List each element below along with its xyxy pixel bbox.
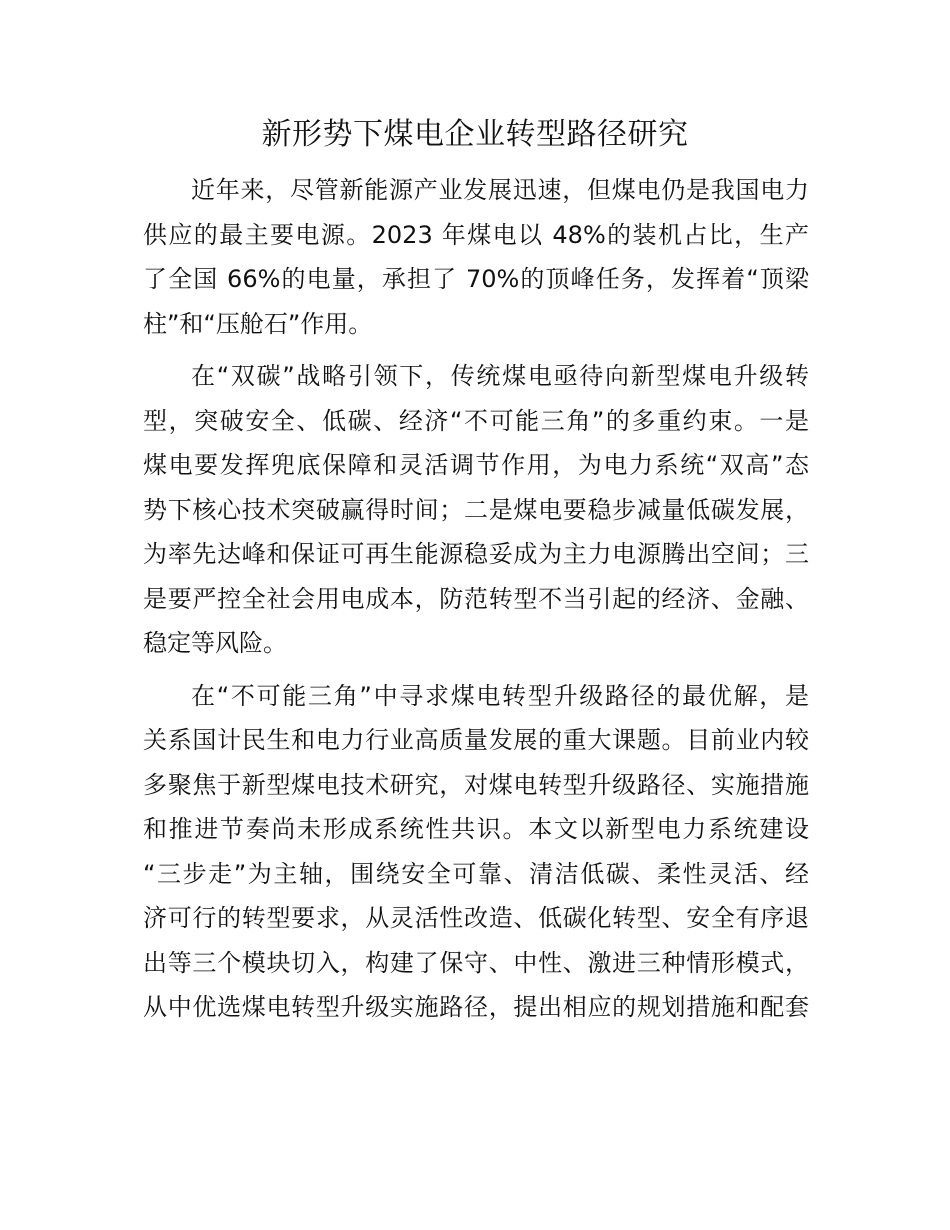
text-line: 型，突破安全、低碳、经济“不可能三角”的多重约束。一是 (143, 406, 809, 435)
text-line: 从中优选煤电转型升级实施路径，提出相应的规划措施和配套 (143, 993, 809, 1021)
paragraph-2 (143, 354, 809, 666)
text-line: 济可行的转型要求，从灵活性改造、低碳化转型、安全有序退 (143, 904, 809, 932)
text-line: 柱”和“压舱石”作用。 (143, 309, 373, 338)
text-line: 是要严控全社会用电成本，防范转型不当引起的经济、金融、 (143, 584, 809, 613)
text-line: 在“不可能三角”中寻求煤电转型升级路径的最优解，是 (191, 681, 809, 710)
text-line: 在“双碳”战略引领下，传统煤电亟待向新型煤电升级转 (191, 362, 809, 390)
text-line: 了全国 66%的电量，承担了 70%的顶峰任务，发挥着“顶梁 (143, 265, 809, 293)
text-line: “三步走”为主轴，围绕安全可靠、清洁低碳、柔性灵活、经 (143, 859, 809, 888)
paragraph-1 (143, 168, 809, 346)
paragraph-3 (143, 674, 809, 1030)
text-line: 供应的最主要电源。2023 年煤电以 48%的装机占比，生产 (143, 220, 809, 249)
text-line: 煤电要发挥兜底保障和灵活调节作用，为电力系统“双高”态 (143, 451, 809, 479)
document-title: 新形势下煤电企业转型路径研究 (261, 117, 689, 152)
document-body (143, 168, 809, 1038)
text-line: 势下核心技术突破赢得时间；二是煤电要稳步减量低碳发展， (143, 495, 809, 524)
text-line: 为率先达峰和保证可再生能源稳妥成为主力电源腾出空间；三 (143, 540, 809, 568)
text-line: 关系国计民生和电力行业高质量发展的重大课题。目前业内较 (143, 726, 809, 754)
text-line: 稳定等风险。 (143, 629, 287, 657)
text-line: 近年来，尽管新能源产业发展迅速，但煤电仍是我国电力 (191, 176, 809, 204)
text-line: 多聚焦于新型煤电技术研究，对煤电转型升级路径、实施措施 (143, 770, 809, 799)
text-line: 出等三个模块切入，构建了保守、中性、激进三种情形模式， (143, 948, 809, 977)
text-line: 和推进节奏尚未形成系统性共识。本文以新型电力系统建设 (143, 815, 809, 843)
